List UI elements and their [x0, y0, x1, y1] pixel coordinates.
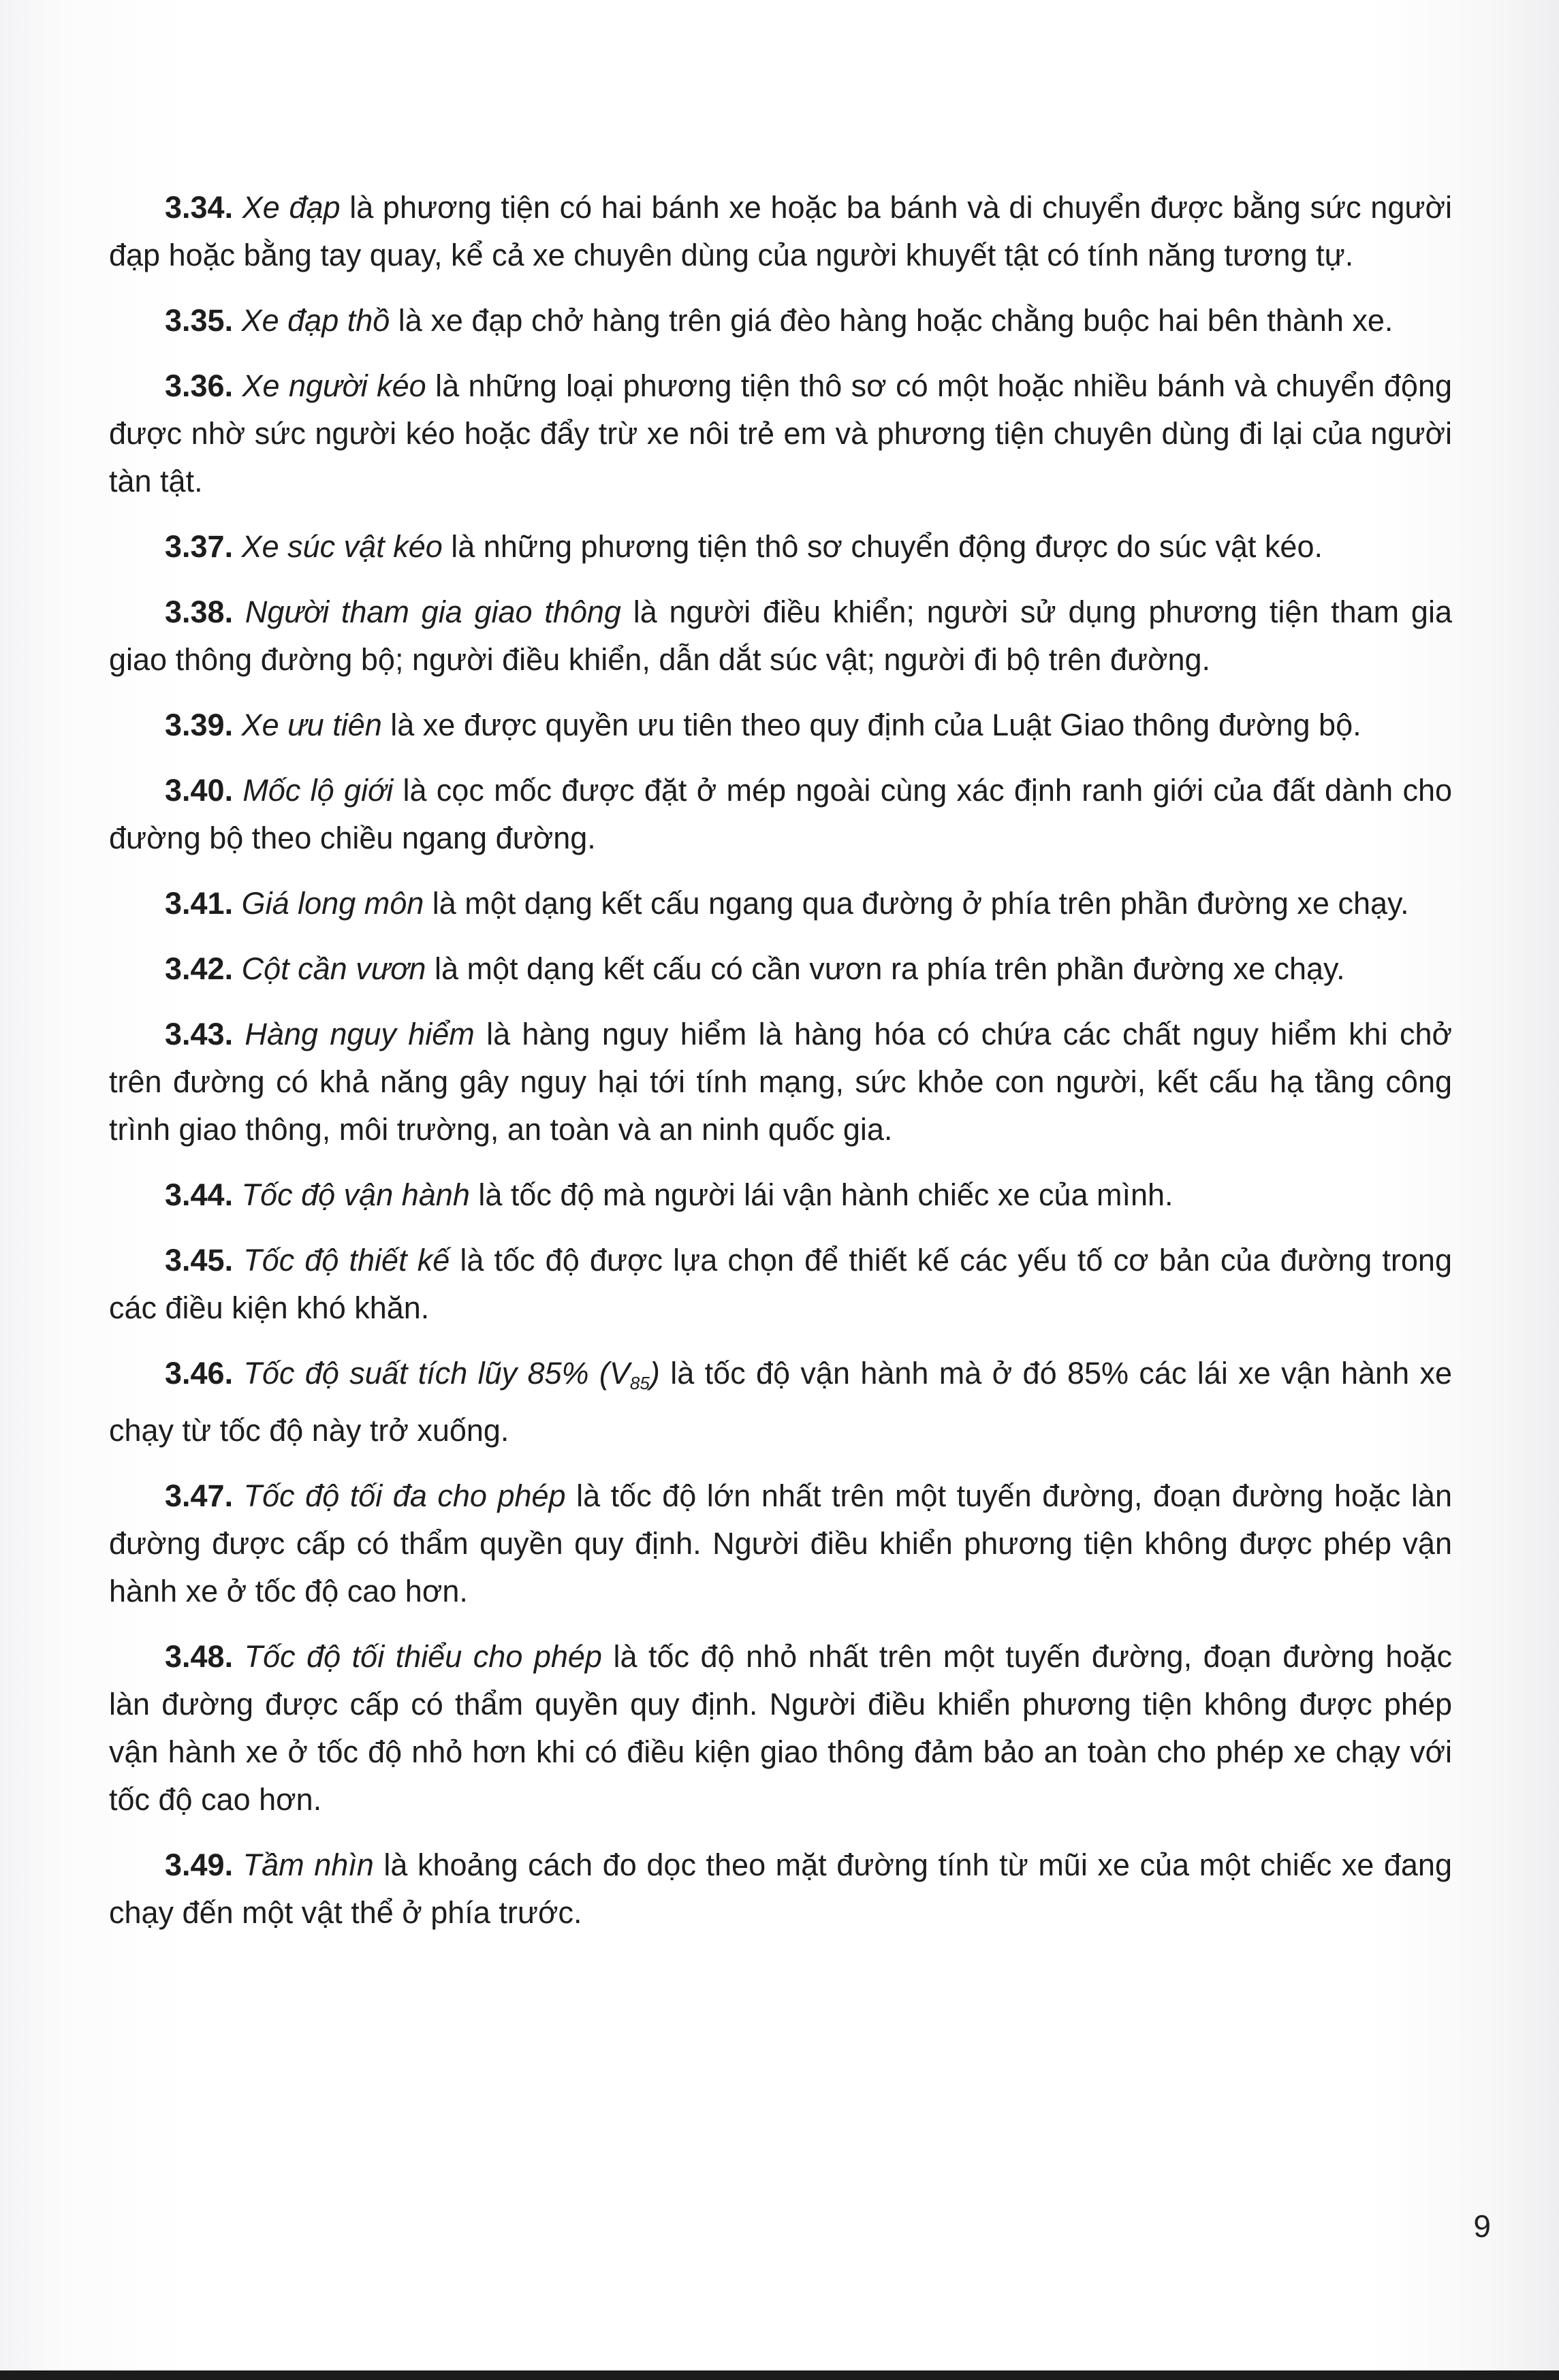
defined-term: Tầm nhìn: [242, 1847, 374, 1882]
clause-number: 3.40.: [165, 773, 234, 808]
clause-number: 3.34.: [165, 190, 234, 225]
paragraph-3-34: [109, 184, 1452, 279]
clause-number: 3.39.: [165, 708, 234, 742]
defined-term: Cột cần vươn: [241, 951, 426, 986]
defined-term: Tốc độ tối đa cho phép: [243, 1478, 566, 1513]
paragraph-3-45: [109, 1237, 1452, 1332]
paragraph-3-43: [109, 1011, 1452, 1154]
paragraph-3-44: [109, 1171, 1452, 1219]
clause-number: 3.49.: [165, 1847, 234, 1882]
defined-term-main: Tốc độ suất tích lũy 85% (V: [243, 1356, 630, 1391]
definition-text: là tốc độ vận hành mà ở đó 85% các lái xe vận hành xe chạy từ tốc độ này trở xuống.: [109, 1356, 1452, 1448]
definition-text: là những phương tiện thô sơ chuyển động được do súc vật kéo.: [442, 529, 1323, 564]
paragraph-3-41: [109, 880, 1452, 927]
definition-text: là người điều khiển; người sử dụng phương tiện tham gia giao thông đường bộ; người điều khiển, dẫn dắt súc vật; người đi bộ trên đường.: [109, 594, 1452, 677]
paragraph-3-39: [109, 701, 1452, 749]
clause-number: 3.45.: [165, 1243, 234, 1278]
definition-text: là xe đạp chở hàng trên giá đèo hàng hoặc chằng buộc hai bên thành xe.: [390, 303, 1393, 338]
definition-text: là một dạng kết cấu có cần vươn ra phía trên phần đường xe chạy.: [426, 951, 1345, 986]
paragraph-3-38: [109, 588, 1452, 684]
clause-number: 3.46.: [165, 1356, 234, 1391]
page-content: [109, 184, 1452, 1954]
definition-text: là những loại phương tiện thô sơ có một hoặc nhiều bánh và chuyển động được nhờ sức người kéo hoặc đẩy trừ xe nôi trẻ em và phương tiện chuyên dùng đi lại của người tàn tật.: [109, 368, 1452, 498]
clause-number: 3.37.: [165, 529, 234, 564]
paragraph-3-47: [109, 1472, 1452, 1615]
subscript-85: 85: [629, 1373, 650, 1393]
defined-term: Xe đạp: [242, 190, 341, 225]
clause-number: 3.44.: [165, 1177, 234, 1212]
defined-term-close: ): [649, 1356, 660, 1391]
page-number: 9: [1473, 2208, 1491, 2244]
definition-text: là hàng nguy hiểm là hàng hóa có chứa các chất nguy hiểm khi chở trên đường có khả năng gây nguy hại tới tính mạng, sức khỏe con người, kết cấu hạ tầng công trình giao thông, môi trường, an toàn và an ninh quốc gia.: [109, 1017, 1452, 1147]
clause-number: 3.42.: [165, 951, 234, 986]
scan-edge-band: [0, 2370, 1559, 2380]
defined-term: Người tham gia giao thông: [245, 594, 621, 629]
definition-text: là tốc độ mà người lái vận hành chiếc xe của mình.: [469, 1177, 1174, 1212]
definition-text: là khoảng cách đo dọc theo mặt đường tính từ mũi xe của một chiếc xe đang chạy đến một vật thể ở phía trước.: [109, 1847, 1452, 1930]
paragraph-3-42: [109, 945, 1452, 993]
defined-term: Tốc độ thiết kế: [243, 1243, 450, 1278]
clause-number: 3.48.: [165, 1639, 234, 1674]
definition-text: là tốc độ lớn nhất trên một tuyến đường, đoạn đường hoặc làn đường được cấp có thẩm quyền quy định. Người điều khiển phương tiện không được phép vận hành xe ở tốc độ cao hơn.: [109, 1478, 1452, 1608]
defined-term: Xe ưu tiên: [241, 708, 382, 742]
paragraph-3-36: [109, 362, 1452, 505]
defined-term: Tốc độ tối thiểu cho phép: [244, 1639, 602, 1674]
clause-number: 3.38.: [165, 594, 234, 629]
defined-term: [243, 1356, 659, 1391]
definition-text: là xe được quyền ưu tiên theo quy định của Luật Giao thông đường bộ.: [381, 708, 1361, 742]
clause-number: 3.43.: [165, 1017, 234, 1051]
paragraph-3-46: [109, 1350, 1452, 1455]
defined-term: Xe người kéo: [242, 368, 426, 403]
clause-number: 3.41.: [165, 886, 234, 921]
defined-term: Tốc độ vận hành: [241, 1177, 470, 1212]
defined-term: Mốc lộ giới: [242, 773, 394, 808]
clause-number: 3.35.: [165, 303, 234, 338]
paragraph-3-48: [109, 1633, 1452, 1824]
definition-text: là một dạng kết cấu ngang qua đường ở phía trên phần đường xe chạy.: [424, 886, 1409, 921]
paragraph-3-40: [109, 767, 1452, 862]
defined-term: Xe súc vật kéo: [241, 529, 443, 564]
definition-text: là phương tiện có hai bánh xe hoặc ba bánh và di chuyển được bằng sức người đạp hoặc bằng tay quay, kể cả xe chuyên dùng của người khuyết tật có tính năng tương tự.: [109, 190, 1452, 272]
paragraph-3-37: [109, 523, 1452, 571]
defined-term: Giá long môn: [241, 886, 424, 921]
clause-number: 3.36.: [165, 368, 234, 403]
definition-text: là cọc mốc được đặt ở mép ngoài cùng xác định ranh giới của đất dành cho đường bộ theo chiều ngang đường.: [109, 773, 1453, 855]
definition-text: là tốc độ được lựa chọn để thiết kế các yếu tố cơ bản của đường trong các điều kiện khó khăn.: [109, 1243, 1452, 1325]
clause-number: 3.47.: [165, 1478, 234, 1513]
paragraph-3-49: [109, 1841, 1452, 1937]
defined-term: Xe đạp thồ: [241, 303, 390, 338]
definition-text: là tốc độ nhỏ nhất trên một tuyến đường, đoạn đường hoặc làn đường được cấp có thẩm quyền quy định. Người điều khiển phương tiện không được phép vận hành xe ở tốc độ nhỏ hơn khi có điều kiện giao thông đảm bảo an toàn cho phép xe chạy với tốc độ cao hơn.: [109, 1639, 1452, 1817]
defined-term: Hàng nguy hiểm: [245, 1017, 475, 1051]
paragraph-3-35: [109, 297, 1452, 345]
